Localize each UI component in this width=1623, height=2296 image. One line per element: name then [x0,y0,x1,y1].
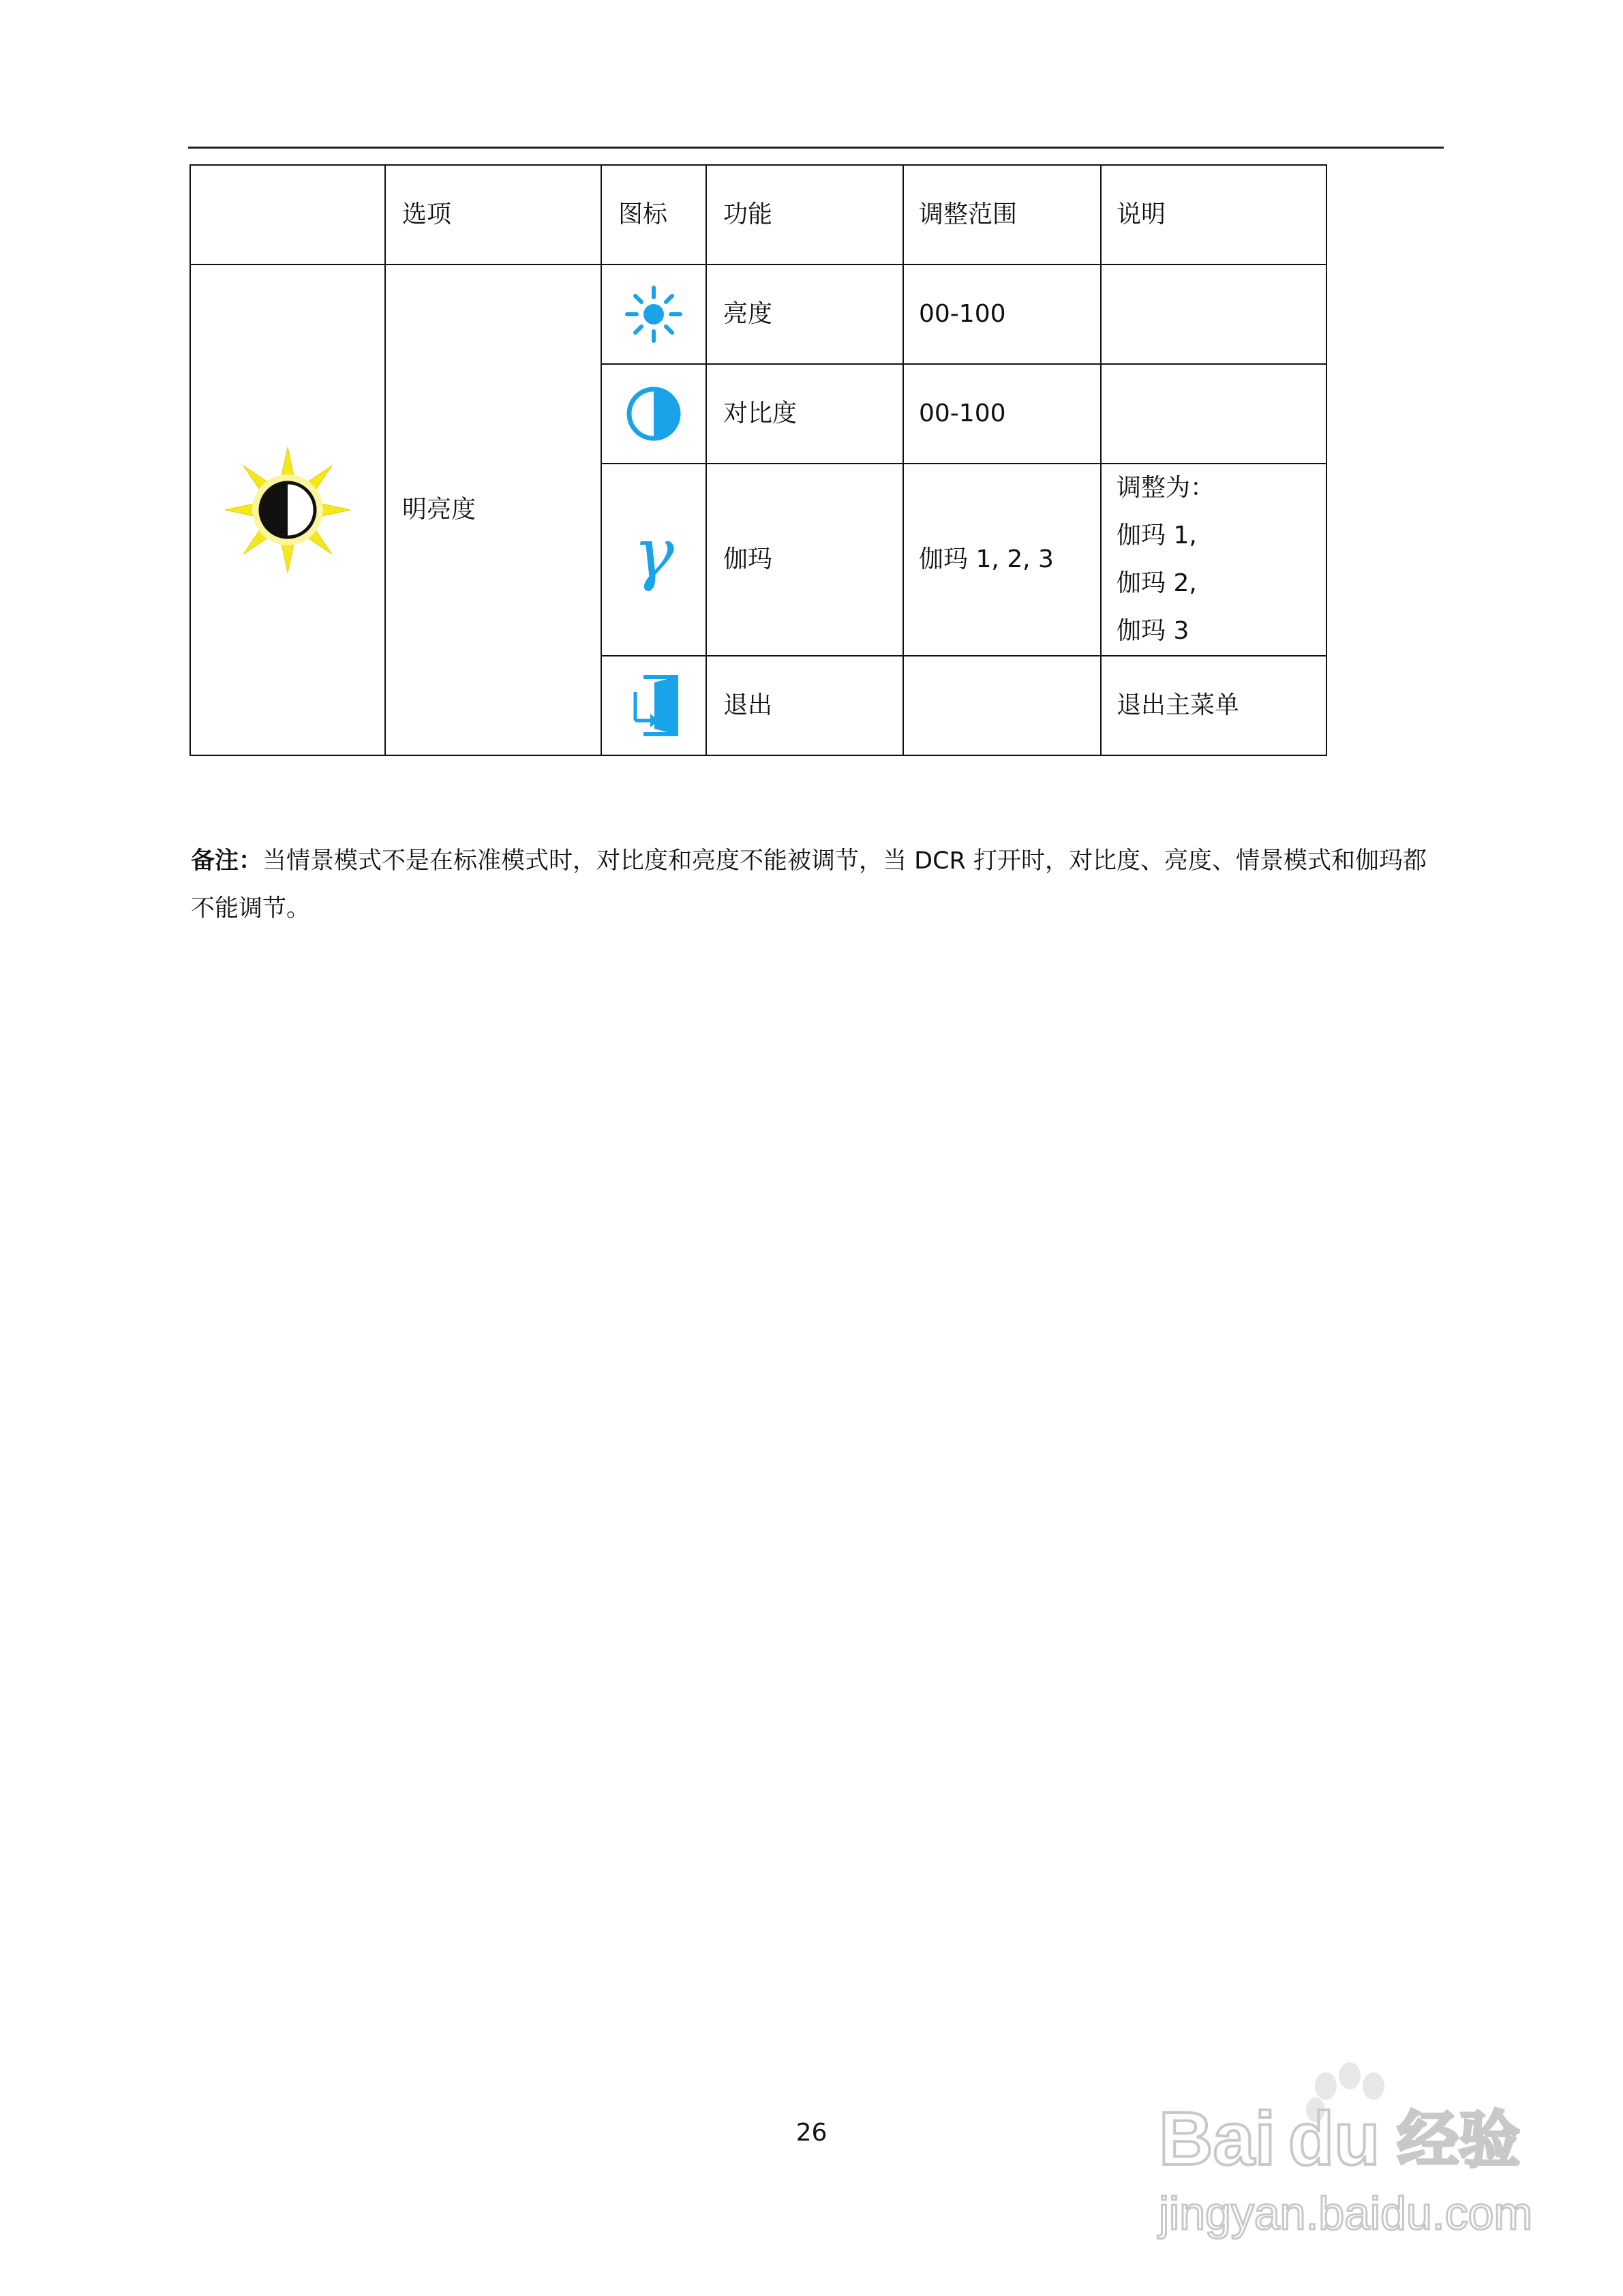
baidu-jingyan-watermark [1152,2049,1547,2253]
range-gamma: 伽玛 1, 2, 3 [903,464,1101,656]
table-header-row [190,165,1326,265]
range-brightness: 00-100 [903,265,1101,364]
contrast-icon-cell [601,364,706,464]
remark-paragraph [191,837,1445,933]
contrast-half-circle-icon [625,385,682,442]
watermark-cn: 经验 [1397,2104,1520,2176]
table-row [190,265,1326,364]
header-option: 选项 [385,165,601,265]
note-gamma [1101,464,1326,656]
function-brightness: 亮度 [706,265,903,364]
svg-text:γ: γ [633,522,674,593]
header-icon: 图标 [601,165,706,265]
note-contrast [1101,364,1326,464]
brightness-icon-cell [601,265,706,364]
header-empty [190,165,385,265]
watermark-brand-2: du [1288,2097,1380,2181]
note-brightness [1101,265,1326,364]
page-number: 26 [795,2119,828,2147]
watermark-url: jingyan.baidu.com [1159,2188,1533,2239]
function-gamma: 伽玛 [706,464,903,656]
note-gamma-line: 调整为： [1117,474,1215,502]
brightness-sun-icon [624,285,683,344]
exit-door-icon [623,671,684,740]
remark-text: 当情景模式不是在标准模式时，对比度和亮度不能被调节，当 DCR 打开时，对比度、亮度、情景模式和伽玛都不能调节。 [191,847,1427,922]
osd-settings-table [189,164,1327,756]
header-rule [188,147,1444,149]
watermark-brand: Bai [1159,2097,1276,2181]
range-exit [903,656,1101,755]
luminance-icon-cell [190,265,385,755]
range-contrast: 00-100 [903,364,1101,464]
luminance-sun-icon [219,442,356,578]
option-luminance: 明亮度 [385,265,601,755]
gamma-icon-cell [601,464,706,656]
note-gamma-line: 伽玛 2, [1117,569,1197,597]
gamma-icon [630,522,678,597]
note-exit: 退出主菜单 [1101,656,1326,755]
header-range: 调整范围 [903,165,1101,265]
header-note: 说明 [1101,165,1326,265]
note-gamma-line: 伽玛 3 [1117,617,1189,645]
note-gamma-line: 伽玛 1, [1117,522,1197,549]
header-function: 功能 [706,165,903,265]
function-exit: 退出 [706,656,903,755]
remark-label: 备注： [191,847,263,875]
exit-icon-cell [601,656,706,755]
function-contrast: 对比度 [706,364,903,464]
